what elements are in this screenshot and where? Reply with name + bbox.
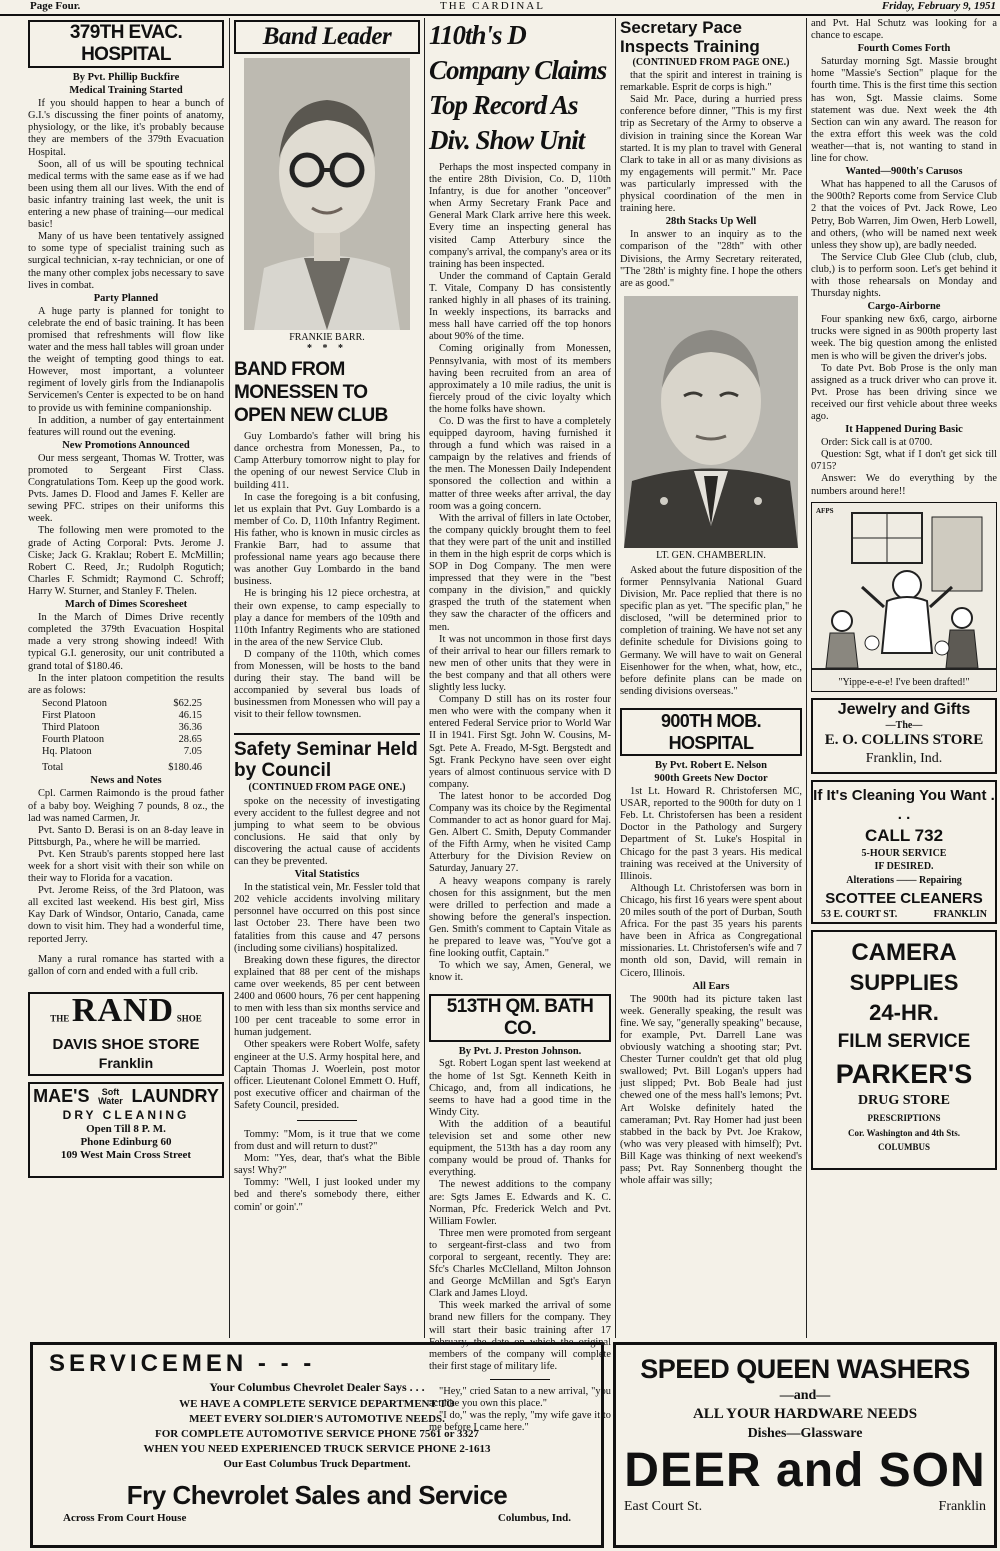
safety-continued: (CONTINUED FROM PAGE ONE.) [248, 782, 406, 794]
cleaners-alterations: Alterations —— Repairing [846, 874, 962, 886]
rand-shoe-ad [28, 992, 224, 1076]
rand-logo: THE RAND SHOE [50, 991, 202, 1029]
chevy-line: WHEN YOU NEED EXPERIENCED TRUCK SERVICE PHONE 2-1613 [143, 1443, 491, 1455]
evac-paragraph: Cpl. Carmen Raimondo is the proud father of a baby boy. Weighing 7 pounds, 8 oz., the lad was named Carmen, Jr. [28, 788, 224, 824]
maes-address: 109 West Main Cross Street [60, 1148, 192, 1161]
score-row: Third Platoon 36.36 [42, 721, 202, 733]
drug-store-line: DRUG STORE [858, 1092, 950, 1108]
deer-address: East Court St. Franklin [624, 1499, 986, 1514]
safety-subhead: Vital Statistics [294, 869, 360, 881]
cartoon-drawing [812, 503, 996, 675]
parkers-city: COLUMBUS [877, 1141, 930, 1152]
cleaners-name: SCOTTEE CLEANERS [825, 889, 983, 907]
band-stars: * * * [307, 343, 347, 355]
column-evac-hospital [28, 18, 224, 1336]
bath-heading: 513TH QM. BATH CO. [429, 994, 611, 1042]
safety-heading: Safety Seminar Held by Council [234, 739, 418, 782]
score-row: First Platoon 46.15 [42, 709, 202, 721]
right-paragraph: Question: Sgt, what if I don't get sick till 0715? [811, 449, 997, 473]
evac-paragraph: Pvt. Jerome Reiss, of the 3rd Platoon, was all excited last weekend. His best girl, Miss Kay Dark of Windsor, Ontario, Canada, came down to visit him. They had a wonderful time, reported Jerry. [28, 885, 224, 945]
column-rule [229, 18, 230, 1338]
jewelry-ad [811, 698, 997, 774]
right-subhead: Cargo-Airborne [867, 301, 941, 313]
cartoon-signature: AFPS [816, 506, 834, 515]
prescriptions-line: PRESCRIPTIONS [867, 1112, 941, 1123]
jewelry-store: E. O. COLLINS STORE [824, 731, 984, 748]
portrait-frankie-barr [244, 58, 410, 330]
dishes-line: Dishes—Glassware [747, 1426, 863, 1441]
evac-paragraph: Many of us have been tentatively assigned to some type of specialist training such as surgical technician, x-ray technician, or one of the many other complex jobs necessary to save lives in combat. [28, 231, 224, 291]
band-headline: BAND FROM MONESSEN TO OPEN NEW CLUB [234, 359, 388, 427]
column-900th-continued [811, 18, 997, 1336]
jewelry-city: Franklin, Ind. [865, 750, 943, 766]
cleaners-ad [811, 780, 997, 924]
dco-paragraph: Co. D was the first to have a completely equipped dayroom, having furnished it through a fund which was raised in a campaign by the relatives and friends of the men. The Monessen Daily Independent sponsored the collection and within a matter of three weeks after arrival, the day room was a going concern. [429, 415, 611, 512]
right-subhead: Fourth Comes Forth [857, 43, 951, 55]
bath-paragraph: With the addition of a beautiful television set and some other new equipment, the 513th has a day room any company would be proud of. Thanks for everything. [429, 1118, 611, 1179]
cartoon-caption: "Yippe-e-e-e! I've been drafted!" [838, 676, 970, 688]
dco-headline: 110th's D Company Claims Top Record As Div. Show Unit [429, 20, 607, 155]
chevy-line: FOR COMPLETE AUTOMOTIVE SERVICE PHONE 7561 or 3327 [154, 1428, 480, 1440]
dco-paragraph: Coming originally from Monessen, Pennsylvania, with most of its members having been recruited from an area of approximately a 10 mile radius, the unit is fiercely proud of the civic loyalty which the home folks have shown. [429, 343, 611, 415]
mob-paragraph: Although Lt. Christofersen was born in Chicago, his first 16 years were spent about 20 miles south of the port of Durban, South Africa. For the past 35 years his parents have been in Africa as Congregational missionaries. Lt. Christofersen's wife and 7 month old son, David, will remain in Cicero, Illinois. [620, 882, 802, 979]
evac-paragraph: The following men were promoted to the grade of Acting Corporal: Pvts. Jerome J. Ciske; Jack G. Kraklau; Robert E. McMillin; Robert C. Reed, Jr.; Rudolph Rogutich; Charles F. Schmidt; Raymond C. Schroff; Harry W. Sturner, and Stanley F. Thelen. [28, 525, 224, 597]
right-paragraph: and Pvt. Hal Schutz was looking for a chance to escape. [811, 18, 997, 42]
mob-subhead: 900th Greets New Doctor [654, 773, 768, 784]
jewelry-title: Jewelry and Gifts [837, 700, 971, 718]
safety-joke: Tommy: "Well, I just looked under my bed and there's somebody there, either comin' or goin'." [234, 1177, 420, 1213]
film-service-line: FILM SERVICE [837, 1030, 971, 1052]
pace-heading: Secretary Pace Inspects Training [620, 18, 760, 56]
supplies-line: SUPPLIES [849, 969, 959, 995]
pace-paragraph: Asked about the future disposition of the former Pennsylvania National Guard Division, Mr. Pace replied that there is no specific plan as yet. "The specific plan," he disclosed, "will be determined prior to completion of training. We have not set any definite schedule for Divisions going to Germany. We will have to wait on General Eisenhower for the when, what, how, etc., before definite plans can be made on sending divisions overseas." [620, 564, 802, 697]
rand-store-name: DAVIS SHOE STORE [52, 1035, 200, 1053]
evac-byline: By Pvt. Phillip Buckfire [72, 72, 180, 83]
column-rule [424, 18, 425, 1338]
safety-paragraph: Breaking down these figures, the director explained that 88 per cent of the mishaps came over weekends, 85 per cent between 2400 and 0600 hours, 76 per cent happening to men with less than six months service and 100 per cent traceable to some error in human judgement. [234, 954, 420, 1039]
column-rule [806, 18, 807, 1338]
chevy-dealer-name: Fry Chevrolet Sales and Service [126, 1480, 508, 1510]
dco-paragraph: The latest honor to be accorded Dog Company was its choice by the Regimental Commander to act as honor guard for Maj. Gen. Albert C. Smith, Deputy Commander of the Fifth Army, when he visited Camp Atterbury for the Division Review on Saturday, January 27. [429, 790, 611, 875]
band-paragraph: Guy Lombardo's father will bring his dance orchestra from Monessen, Pa., to Camp Atterbury tomorrow night to play for the opening of our newest Service Club in building 411. [234, 431, 420, 491]
evac-subhead: March of Dimes Scoresheet [64, 599, 188, 611]
right-paragraph: What has happened to all the Carusos of the 900th? Reports come from Service Club 2 that the voices of Pvt. Jack Rowe, Leo Petry, Bob Warren, Jim Owen, Herb Lowell, and others, (who will be named next week unless they show up), are badly needed. [811, 179, 997, 251]
evac-paragraph: Our mess sergeant, Thomas W. Trotter, was promoted to Sergeant First Class. Congratulations Tom. Keep up the good work. Pvts. James D. Flood and James F. Keller are sewing PFC. stripes on their uniforms this week. [28, 452, 224, 525]
dco-paragraph: With the arrival of fillers in late October, the company quickly brought them to feel that they were part of the unit and instilled in them in the high esprit de corps which is SOP in Dog Company. The men were impressed that they were in the "best company in the division," and quickly grasped the truth of the statement when they saw the character of the officers and men. [429, 512, 611, 633]
band-heading: Band Leader [234, 20, 420, 54]
column-d-company [429, 18, 611, 1434]
safety-paragraph: spoke on the necessity of investigating every accident to the fullest degree and not jumping to what seem to be obvious conclusions. He said that only by discovering the actual cause of accidents can they be prevented. [234, 795, 420, 867]
pace-photo-caption: LT. GEN. CHAMBERLIN. [656, 549, 766, 561]
page-number: Page Four. [30, 0, 81, 12]
dco-paragraph: Company D still has on its roster four men who were with the company when it entered Federal Service prior to World War II in 1941. First Sgt. John W. Cousins, M-Sgt. Pete A. Freado, M-Sgt. Bergstedt and Sgt. Frank Peckyno have seen over eight years of almost continuous service with D company. [429, 694, 611, 790]
score-total: Total $180.46 [42, 762, 202, 774]
right-paragraph: Answer: We do everything by the numbers around here!! [811, 473, 997, 497]
bath-joke: "Hey," cried Satan to a new arrival, "you act like you own this place." [429, 1385, 611, 1409]
masthead [0, 0, 1000, 16]
evac-subhead: Party Planned [93, 292, 159, 304]
deer-and-son-ad [613, 1342, 997, 1548]
deer-and-line: —and— [779, 1388, 831, 1403]
dco-paragraph: Under the command of Captain Gerald T. Vitale, Company D has consistently ranked highly in all phases of its training. In weekly inspections, its barracks and mess hall have carried off the top honors about 90% of the time. [429, 270, 611, 343]
cleaners-phone: CALL 732 [864, 825, 944, 845]
portrait-image [624, 296, 798, 548]
band-photo-caption: FRANKIE BARR. [289, 332, 365, 343]
evac-paragraph: In the inter platoon competition the results are as folows: [28, 672, 224, 696]
pace-paragraph: In answer to an inquiry as to the comparison of the "28th" with other Divisions, the Army Secretary reiterated, "The '28th' is mighty fine. I hope the others are as good." [620, 229, 802, 289]
right-paragraph: The Service Club Glee Club (club, club, club,) is to perform soon. Let's get behind it with those rehearsals on Monday and Thursday nights. [811, 251, 997, 300]
safety-joke: Tommy: "Mom, is it true that we come from dust and will return to dust?" [234, 1128, 420, 1153]
evac-subhead: Medical Training Started [69, 85, 183, 97]
band-paragraph: D company of the 110th, which comes from Monessen, will be hosts to the band during their stay. The band will be accompanied by several bus loads of businessmen from Monessen who will pay a visit to their fellow townsmen. [234, 648, 420, 721]
pace-subhead: 28th Stacks Up Well [665, 216, 757, 228]
hardware-line: ALL YOUR HARDWARE NEEDS [692, 1406, 918, 1422]
pace-continued: (CONTINUED FROM PAGE ONE.) [632, 57, 790, 68]
band-paragraph: In case the foregoing is a bit confusing, let us explain that Pvt. Guy Lombardo is a member of Co. D, 110th Infantry Regiment. His father, who is known in music circles as Frankie Barr, had to assume that professional name years ago because there was another Guy Lombardo in the band business. [234, 491, 420, 588]
hour-line: 24-HR. [869, 999, 939, 1025]
mob-byline: By Pvt. Robert E. Nelson [655, 759, 767, 771]
score-row: Hq. Platoon 7.05 [42, 746, 202, 758]
portrait-chamberlin [624, 296, 798, 548]
maes-laundry-ad [28, 1082, 224, 1178]
cleaners-address: 53 E. COURT ST. FRANKLIN [821, 908, 987, 920]
evac-paragraph: Pvt. Ken Straub's parents stopped here last week for a short visit with their son while on their way to Florida for a vacation. [28, 848, 224, 885]
safety-paragraph: In the statistical vein, Mr. Fessler told that 202 vehicle accidents involving military personnel have occurred on this post since last October 23. There have been two fatalities from this cause and 47 persons (including some civilians) hospitalized. [234, 882, 420, 954]
issue-date: Friday, February 9, 1951 [881, 0, 996, 12]
evac-filler: Many a rural romance has started with a gallon of corn and ended with a full crib. [28, 953, 224, 977]
evac-paragraph: In the March of Dimes Drive recently completed the 379th Evacuation Hospital made a very strong showing indeed! With typical G.I. generosity, our unit contributed a grand total of $180.46. [28, 612, 224, 672]
mob-paragraph: The 900th had its picture taken last week. Generally speaking, the result was fine. We say, "generally speaking" because, for example, Pvt. Darrell Lane was obviously watching a shooting star; Pvt. Chester Turner couldn't get that old plug swallowed; Pvt. Bill Logan's uppers had just slipped; Pvt. Bob Beale had just chewed one of the mess hall's lemons; Pvt. Art Wolske definitely hated the cameraman; Pvt. Ray Homer had just been stabbed in the back by Pvt. Joe Krakow, (who was very pleased with himself); Pvt. Bill Kage was thinking of next weekend's pass; Pvt. Ray Sonnenberg thought the whole affair was silly; [620, 993, 802, 1187]
dco-paragraph: It was not uncommon in those first days of their arrival to hear our fillers remark to new men of other units that they were in the best company and that all others were slightly less lucky. [429, 633, 611, 694]
parkers-drug-ad [811, 930, 997, 1170]
maes-phone: Phone Edinburg 60 [80, 1135, 172, 1148]
dco-paragraph: To which we say, Amen, General, we know it. [429, 960, 611, 984]
chevy-dealer-says: Your Columbus Chevrolet Dealer Says . . . [209, 1380, 425, 1394]
evac-paragraph: A huge party is planned for tonight to celebrate the end of basic training. It has been promised that refreshments will flow like water and the mess hall tables will groan under the weight of tempting good things to eat. However, most important, a volunteer regiment of lovely girls from the Indianapolis Servicemen's Center is expected to be on hand to provide us with feminine companionship. [28, 305, 224, 414]
safety-joke: Mom: "Yes, dear, that's what the Bible says! Why?" [234, 1153, 420, 1177]
maes-hours: Open Till 8 P. M. [86, 1122, 166, 1135]
right-subhead: It Happened During Basic [845, 424, 963, 436]
right-subhead: Wanted—900th's Carusos [845, 166, 963, 178]
bath-paragraph: Three men were promoted from sergeant to sergeant-first-class and two from corporal to sergeant, recently. They are: Sfc's Charles McClelland, Milton Johnson and George McMillan and Sgt's Earyn Clark and James Lloyd. [429, 1227, 611, 1300]
jewelry-the: —The— [885, 719, 923, 731]
fry-chevrolet-ad [30, 1342, 604, 1548]
chevy-line: Our East Columbus Truck Department. [223, 1458, 411, 1470]
camera-line: CAMERA [851, 938, 957, 966]
cleaners-desired: IF DESIRED. [874, 860, 934, 872]
rand-city: Franklin [98, 1054, 154, 1071]
evac-subhead: News and Notes [90, 775, 162, 787]
portrait-image [244, 58, 410, 330]
mob-heading: 900TH MOB. HOSPITAL [620, 708, 802, 756]
dco-paragraph: Perhaps the most inspected company in the entire 28th Division, Co. D, 110th Infantry, is due for another "onceover" when Army Secretary Frank Pace and General Mark Clark arrive here this week. Every time an inspecting general has visited Camp Atterbury since the company's arrival, the company's area or its training has been inspected. [429, 162, 611, 270]
cleaners-tagline: If It's Cleaning You Want . . . [813, 786, 995, 823]
evac-paragraph: If you should happen to hear a bunch of G.I.'s discussing the finer points of anatomy, physiology, or the like, it's probably because they are members of the 379th Evacuation Hospital. [28, 98, 224, 158]
column-band-leader [234, 18, 420, 1336]
evac-heading: 379TH EVAC. HOSPITAL [28, 20, 224, 68]
bath-paragraph: This week marked the arrival of some brand new fillers for the company. They will start their basic training after 17 February, the date on which the original members of the company will complete their first stage of military life. [429, 1300, 611, 1372]
column-rule [615, 18, 616, 1338]
evac-paragraph: Pvt. Santo D. Berasi is on an 8-day leave in Pittsburgh, Pa., where he will be married. [28, 824, 224, 848]
paper-title: THE CARDINAL [440, 0, 545, 12]
band-paragraph: He is bringing his 12 piece orchestra, at their own expense, to camp especially to play a dance for members of the 109th and 110th Infantry Regiments who are stationed in the area of the new Service Club. [234, 588, 420, 648]
pace-paragraph: Said Mr. Pace, during a hurried press conference before dinner, "This is my first trip as Secretary of the Army to observe a division in training since the Korean War started. It is my plan to travel with General Clark to take in all or as many divisions as my engagements will permit." Mr. Pace was particularly impressed with the physical coordination of the men in training here. [620, 94, 802, 215]
safety-paragraph: Other speakers were Robert Wolfe, safety engineer at the U.S. Army hospital here, and Captain Thomas J. Woerlein, post motor officer. Lieutenant Colonel Emmett O. Huff, post executive officer and chairman of the Safety Council, presided. [234, 1039, 420, 1111]
deer-store-name: DEER and SON [624, 1444, 986, 1497]
chevy-address: Across From Court House Columbus, Ind. [63, 1512, 571, 1524]
bath-paragraph: The newest additions to the company are: Sgts James E. Edwards and K. C. Norman, Pfc. Frederick Welch and Pvt. William Fowler. [429, 1179, 611, 1227]
evac-paragraph: Soon, all of us will be spouting technical medical terms with the same ease as if we had been using them all our lives. With the end of basic infantry training last week, the unit is entering a new phase of training—our medical basic! [28, 158, 224, 231]
bath-byline: By Pvt. J. Preston Johnson. [458, 1046, 582, 1058]
score-table [42, 698, 224, 775]
right-paragraph: Four spanking new 6x6, cargo, airborne trucks were signed in as 900th property last week. The big question among the enlisted men is who will be given the driver's jobs. [811, 314, 997, 362]
chevy-line: MEET EVERY SOLDIER'S AUTOMOTIVE NEEDS. [189, 1413, 445, 1425]
bath-joke: "I do," was the reply, "my wife gave it to me before I came here." [429, 1410, 611, 1434]
maes-title: MAE'S Soft Water LAUNDRY [33, 1085, 219, 1107]
cleaners-service: 5-HOUR SERVICE [861, 847, 947, 859]
right-paragraph: Order: Sick call is at 0700. [821, 437, 933, 449]
score-row: Second Platoon $62.25 [42, 697, 202, 709]
chevy-servicemen: SERVICEMEN - - - [49, 1350, 316, 1377]
right-paragraph: To date Pvt. Bob Prose is the only man assigned as a truck driver who can prove it. Pvt. Prose has been driving since we received our first vehicle about three weeks ago. [811, 362, 997, 422]
evac-paragraph: In addition, a number of gay entertainment features will round out the evening. [28, 414, 224, 438]
pace-paragraph: that the spirit and interest in training is remarkable. Esprit de corps is high." [620, 70, 802, 94]
mob-subhead: All Ears [692, 980, 730, 992]
draft-cartoon [811, 502, 997, 692]
parkers-name: PARKER'S [835, 1058, 973, 1089]
speed-queen-line: SPEED QUEEN WASHERS [640, 1354, 970, 1384]
dco-paragraph: A heavy weapons company is rarely chosen for this assignment, but the men were drilled to perfection and made a showing before the general's inspection. Gen. Smith's comment to Captain Vitale as he prepared to leave was, "You've got a fine looking outfit, Captain." [429, 875, 611, 960]
right-paragraph: Saturday morning Sgt. Massie brought home "Massie's Section" plaque for the fourth time. This is the first time this section has won, Sgt. Massie claims. Some statement was due. Next week the 4th Section can win any award. The reason for the extra effort this week was the cold weather—that is, not wanting to stand in line for chow. [811, 56, 997, 165]
parkers-address: Cor. Washington and 4th Sts. [847, 1127, 961, 1138]
mob-paragraph: 1st Lt. Howard R. Christofersen MC, USAR, reported to the 900th for duty on 1 Feb. Lt. Christofersen has been a resident Doctor in the Pathology and Surgery Department of St. Luke's Hospital in Chicago for the past 3 years. His medical training was received at the University of Illinois. [620, 786, 802, 882]
column-secretary-pace [620, 18, 802, 1336]
chevy-line: WE HAVE A COMPLETE SERVICE DEPARTMENT TO [179, 1398, 455, 1410]
score-row: Fourth Platoon 28.65 [42, 734, 202, 746]
maes-dry-cleaning: DRY CLEANING [62, 1107, 190, 1122]
evac-subhead: New Promotions Announced [62, 439, 190, 451]
bath-paragraph: Sgt. Robert Logan spent last weekend at the home of 1st Sgt. Kenneth Keith in Chicago, and, from all indications, he seems to have had a good time in the Windy City. [429, 1058, 611, 1118]
